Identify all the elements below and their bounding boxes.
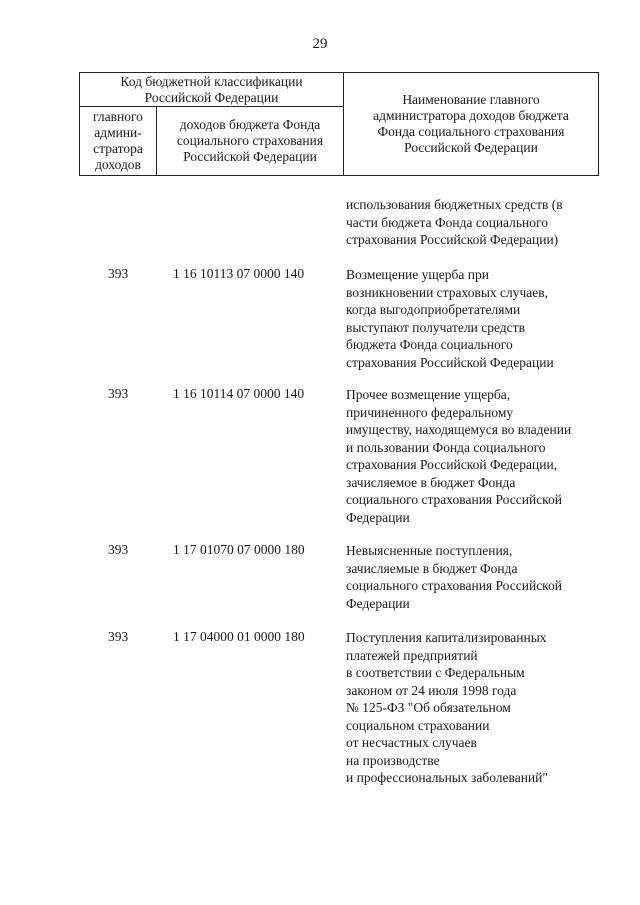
income-name-cell: использования бюджетных средств (в части бюджета Фонда социального страхования Российской Федерации)	[346, 197, 563, 247]
table-header	[79, 72, 599, 176]
admin-column-header: главного админи- стратора доходов	[80, 107, 157, 175]
income-name-cell: Прочее возмещение ущерба, причиненного федеральному имуществу, находящемуся во владении и пользовании Фонда социального страхования Российской Федерации, зачисляемое в бюджет Фонда социального страхования Российской Федерации	[346, 387, 572, 525]
admin-code-cell: 393	[108, 542, 129, 557]
income-code-cell: 1 16 10114 07 0000 140	[173, 386, 305, 401]
income-name-cell: Поступления капитализированных платежей предприятий в соответствии с Федеральным законом от 24 июля 1998 года № 125-ФЗ "Об обязательном социальном страховании от несчастных случаев на производстве и профессиональных заболеваний"	[346, 630, 548, 785]
income-code-cell: 1 17 04000 01 0000 180	[173, 629, 305, 644]
page-number: 29	[312, 36, 328, 52]
income-code-cell: 1 16 10113 07 0000 140	[173, 266, 305, 281]
income-name-cell: Возмещение ущерба при возникновении страховых случаев, когда выгодоприобретателями выступают получатели средств бюджета Фонда социального страхования Российской Федерации	[346, 267, 554, 370]
budget-code-group-title: Код бюджетной классификации Российской Федерации	[80, 73, 343, 107]
admin-code-cell: 393	[108, 629, 129, 644]
income-name-cell: Невыясненные поступления, зачисляемые в бюджет Фонда социального страхования Российской Федерации	[346, 543, 563, 611]
budget-code-group-header	[80, 73, 344, 175]
income-column-header: доходов бюджета Фонда социального страхования Российской Федерации	[176, 117, 324, 164]
name-column-header: Наименование главного администратора доходов бюджета Фонда социального страхования Российской Федерации	[373, 92, 569, 155]
income-code-cell: 1 17 01070 07 0000 180	[173, 542, 305, 557]
admin-code-cell: 393	[108, 266, 129, 281]
admin-code-cell: 393	[108, 386, 129, 401]
